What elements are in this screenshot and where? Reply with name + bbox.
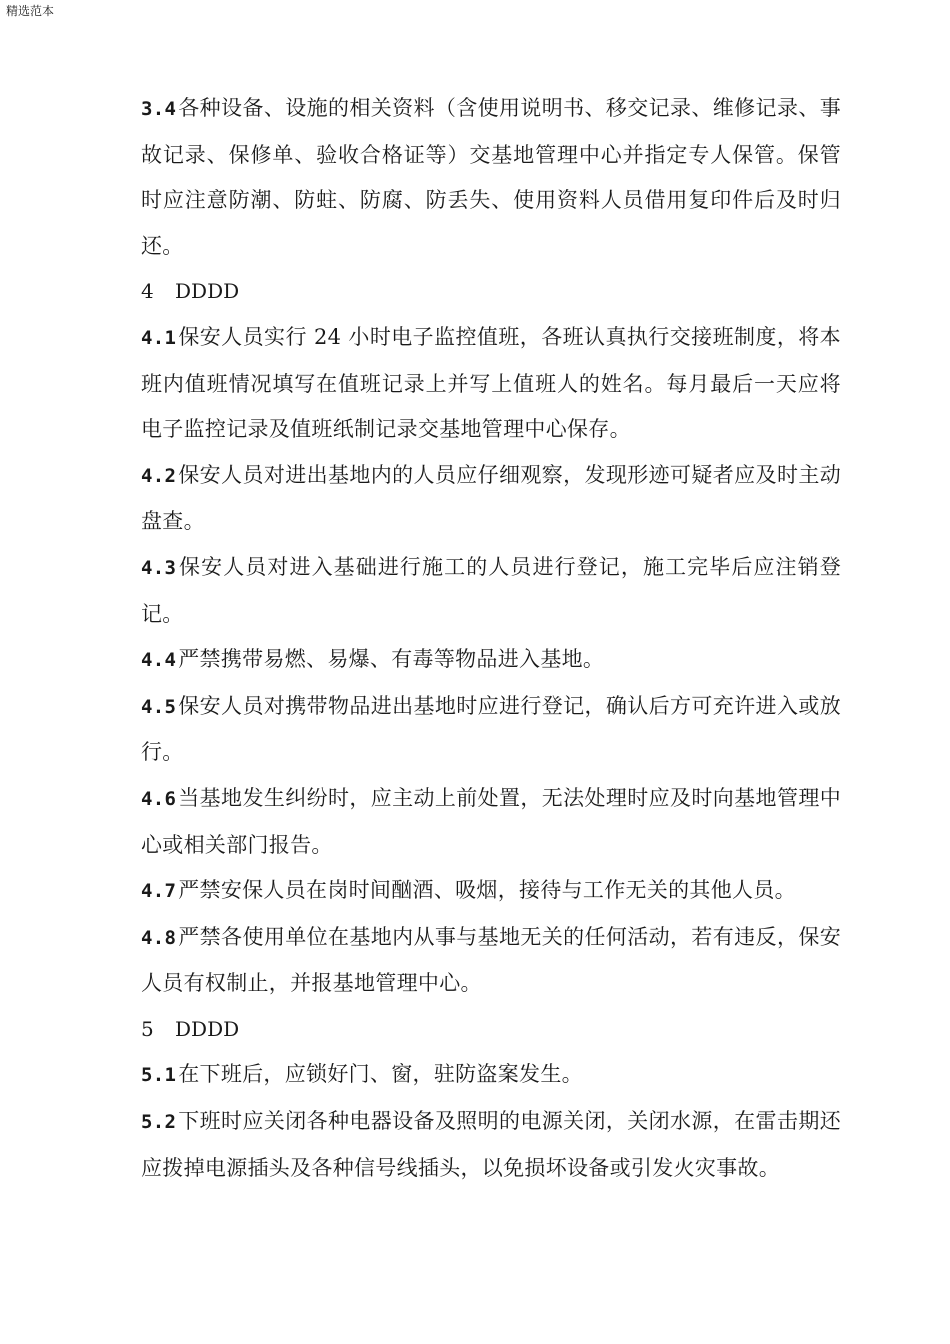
section-heading-4 xyxy=(141,269,841,315)
paragraph-4-7 xyxy=(141,868,841,915)
document-body xyxy=(141,86,841,1191)
paragraph-4-3 xyxy=(141,545,841,637)
paragraph-4-1 xyxy=(141,315,841,453)
section-title: DDDD xyxy=(175,1016,240,1041)
section-number: 4 xyxy=(141,279,154,304)
item-text: 严禁各使用单位在基地内从事与基地无关的任何活动，若有违反，保安人员有权制止，并报基地管理中心。 xyxy=(141,924,841,996)
item-number: 3.4 xyxy=(141,98,177,120)
paragraph-4-4 xyxy=(141,637,841,684)
item-text: 保安人员对携带物品进出基地时应进行登记，确认后方可充许进入或放行。 xyxy=(141,693,841,765)
item-text: 保安人员实行 24 小时电子监控值班，各班认真执行交接班制度，将本班内值班情况填写在值班记录上并写上值班人的姓名。每月最后一天应将电子监控记录及值班纸制记录交基地管理中心保存。 xyxy=(141,324,841,442)
item-number: 4.2 xyxy=(141,464,177,487)
item-text: 当基地发生纠纷时，应主动上前处置，无法处理时应及时向基地管理中心或相关部门报告。 xyxy=(141,785,841,857)
paragraph-4-8 xyxy=(141,915,841,1007)
paragraph-3-4 xyxy=(141,86,841,269)
item-number: 4.6 xyxy=(141,787,177,810)
section-title: DDDD xyxy=(175,279,240,304)
item-number: 4.7 xyxy=(141,880,177,903)
item-text: 保安人员对进出基地内的人员应仔细观察，发现形迹可疑者应及时主动盘查。 xyxy=(141,462,841,534)
item-text: 在下班后，应锁好门、窗，驻防盗案发生。 xyxy=(178,1062,583,1087)
item-text: 严禁安保人员在岗时间酗酒、吸烟，接待与工作无关的其他人员。 xyxy=(178,878,796,903)
paragraph-5-2 xyxy=(141,1099,841,1191)
item-number: 4.4 xyxy=(141,649,177,672)
item-text: 下班时应关闭各种电器设备及照明的电源关闭，关闭水源，在雷击期还应拨掉电源插头及各种信号线插头，以免损坏设备或引发火灾事故。 xyxy=(141,1109,841,1180)
item-number: 5.2 xyxy=(141,1111,177,1134)
corner-mark: 精选范本 xyxy=(6,4,55,18)
paragraph-4-6 xyxy=(141,776,841,868)
item-number: 4.1 xyxy=(141,326,177,349)
item-number: 4.3 xyxy=(141,556,177,579)
paragraph-4-2 xyxy=(141,453,841,545)
paragraph-4-5 xyxy=(141,684,841,776)
item-number: 4.8 xyxy=(141,926,177,949)
section-number: 5 xyxy=(141,1016,154,1041)
section-heading-5 xyxy=(141,1007,841,1053)
item-number: 5.1 xyxy=(141,1064,177,1087)
item-text: 各种设备、设施的相关资料（含使用说明书、移交记录、维修记录、事故记录、保修单、验收合格证等）交基地管理中心并指定专人保管。保管时应注意防潮、防蛀、防腐、防丢失、使用资料人员借用复印件后及时归还。 xyxy=(141,96,841,258)
item-number: 4.5 xyxy=(141,695,177,718)
item-text: 严禁携带易燃、易爆、有毒等物品进入基地。 xyxy=(178,647,605,672)
item-text: 保安人员对进入基础进行施工的人员进行登记，施工完毕后应注销登记。 xyxy=(141,554,841,626)
paragraph-5-1 xyxy=(141,1052,841,1099)
